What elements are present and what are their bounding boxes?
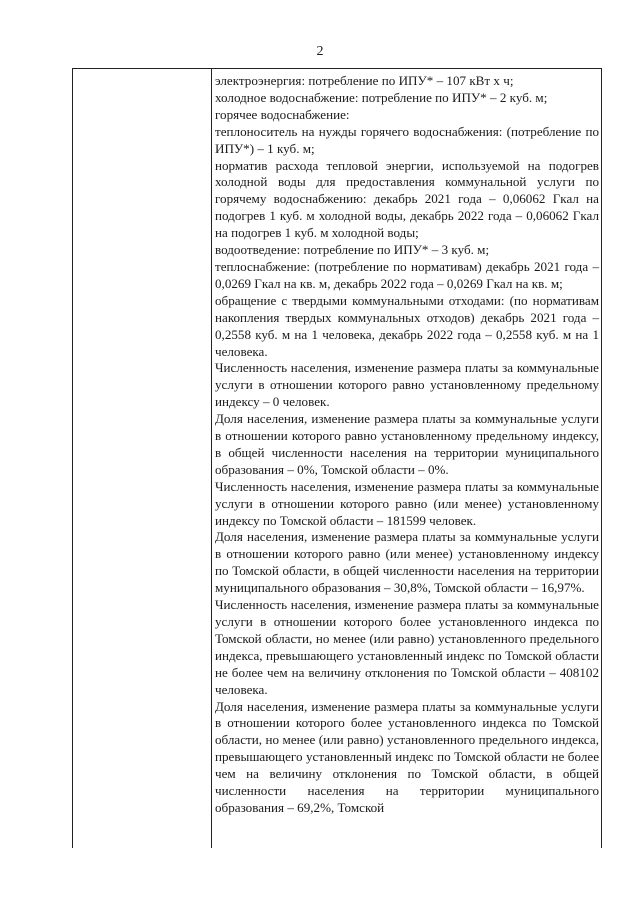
paragraph-drainage: водоотведение: потребление по ИПУ* – 3 куб. м; (215, 242, 490, 258)
paragraph-heating: теплоснабжение: (потребление по нормативам) декабрь 2021 года – 0,0269 Гкал на кв. м, декабрь 2022 года – 0,0269 Гкал на кв. м; (215, 258, 599, 291)
paragraph-share-more: Доля населения, изменение размера платы за коммунальные услуги в отношении которого более установленного индекса по Томской области, но менее (или равно) установленного предельного индекса, превышающего установленный индекс по Томской области не более чем на величину отклонения по Томской области, в общей численности населения на территории муниципального образования – 69,2%, Томской (215, 698, 599, 815)
paragraph-population-more: Численность населения, изменение размера платы за коммунальные услуги в отношении которого более установленного индекса по Томской области, но менее (или равно) установленного предельного индекса, превышающего установленный индекс по Томской области не более чем на величину отклонения по Томской области – 408102 человека. (215, 597, 599, 697)
paragraph-hot-water: горячее водоснабжение: (215, 106, 350, 122)
paragraph-cold-water: холодное водоснабжение: потребление по ИПУ* – 2 куб. м; (215, 89, 548, 105)
paragraph-population-less: Численность населения, изменение размера платы за коммунальные услуги в отношении которого равно (или менее) установленному индексу по Томской области – 181599 человек. (215, 478, 599, 528)
paragraph-heat-carrier: теплоноситель на нужды горячего водоснабжения: (потребление по ИПУ*) – 1 куб. м; (215, 123, 599, 156)
paragraph-electricity: электроэнергия: потребление по ИПУ* – 107 кВт х ч; (215, 73, 514, 88)
paragraph-heat-norm: норматив расхода тепловой энергии, используемой на подогрев холодной воды для предоставления коммунальной услуги по горячему водоснабжению: декабрь 2021 года – 0,06062 Гкал на подогрев 1 куб. м холодной воды, декабрь 2022 года – 0,06062 Гкал на подогрев 1 куб. м холодной воды; (215, 157, 599, 241)
paragraph-solid-waste: обращение с твердыми коммунальными отходами: (по нормативам накопления твердых коммунальных отходов) декабрь 2021 года – 0,2558 куб. м на 1 человека, декабрь 2022 года – 0,2558 куб. м на 1 человека. (215, 292, 599, 359)
paragraph-population-equal: Численность населения, изменение размера платы за коммунальные услуги в отношении которого равно установленному предельному индексу – 0 человек. (215, 360, 599, 410)
table-right-column (215, 73, 599, 817)
table-left-column (73, 69, 212, 848)
paragraph-share-less: Доля населения, изменение размера платы за коммунальные услуги в отношении которого равно (или менее) установленному индексу по Томской области, в общей численности населения на территории муниципального образования – 30,8%, Томской области – 16,97%. (215, 529, 599, 596)
page-number: 2 (316, 44, 324, 59)
paragraph-share-equal: Доля населения, изменение размера платы за коммунальные услуги в отношении которого равно установленному предельному индексу, в общей численности населения на территории муниципального образования – 0%, Томской области – 0%. (215, 411, 599, 477)
document-table (72, 68, 602, 848)
